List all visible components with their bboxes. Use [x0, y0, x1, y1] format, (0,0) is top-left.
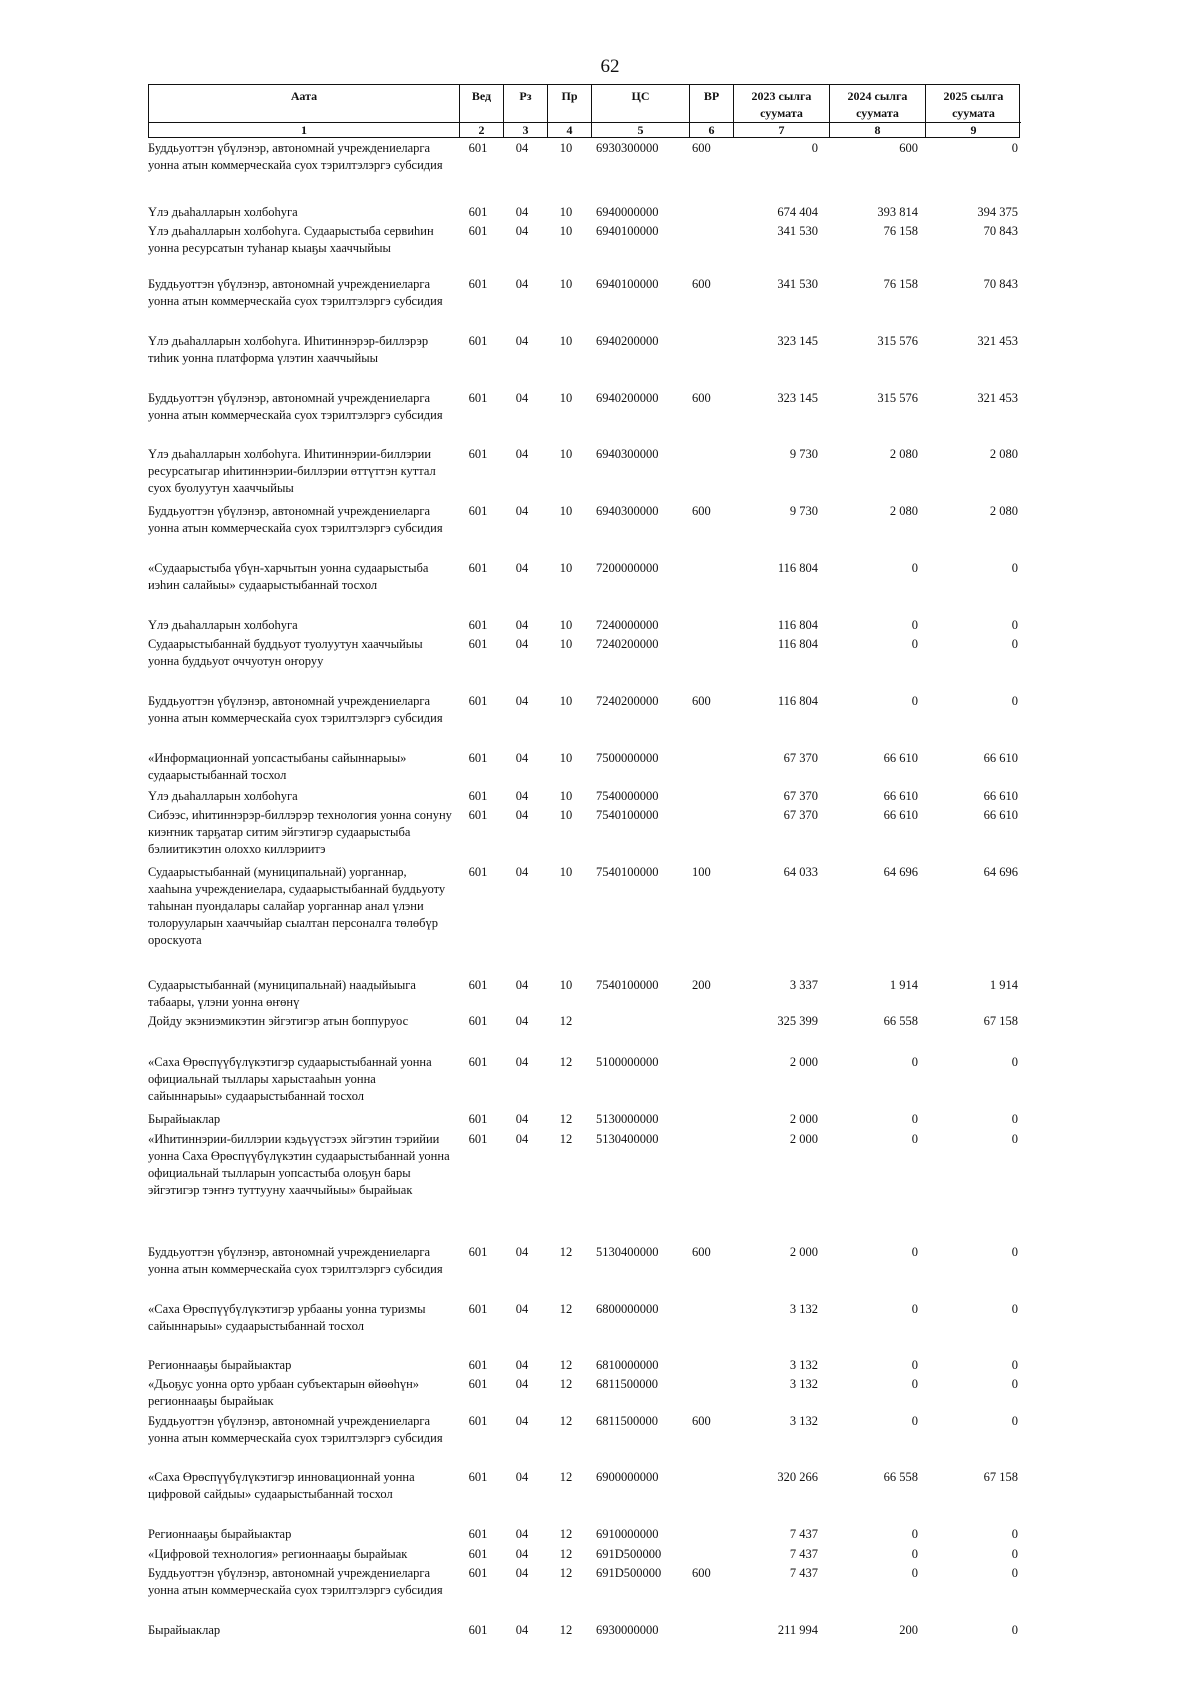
- cell-vr: 600: [692, 141, 711, 155]
- cell-name: «Судаарыстыба үбүн-харчытын уонна судаарыстыба иэһин салайыы» судаарыстыбаннай тосхол: [148, 561, 429, 592]
- cell-ved: 601: [468, 1470, 488, 1484]
- cell-pr: 10: [559, 391, 573, 405]
- cell-cs: 6811500000: [596, 1377, 659, 1391]
- cell-y2: 0: [911, 561, 918, 575]
- cell-pr: 12: [559, 1055, 573, 1069]
- cell-y1: 3 337: [789, 978, 818, 992]
- cell-rz: 04: [515, 224, 529, 238]
- cell-cs: 7540100000: [596, 808, 659, 822]
- cell-cs: 6940300000: [596, 504, 659, 518]
- cell-y1: 7 437: [789, 1547, 818, 1561]
- cell-y2: 0: [911, 1302, 918, 1316]
- cell-cs: 691D500000: [596, 1547, 662, 1561]
- cell-y2: 1 914: [889, 978, 918, 992]
- cell-name: Судаарыстыбаннай (муниципальнай) наадыйыыга табаары, үлэни уонна өҥөнү: [148, 978, 416, 1009]
- cell-y3: 66 610: [983, 789, 1018, 803]
- cell-cs: 7540100000: [596, 865, 659, 879]
- cell-y1: 341 530: [777, 277, 818, 291]
- page-number: 62: [600, 56, 620, 77]
- cell-y2: 393 814: [877, 205, 918, 219]
- cell-rz: 04: [515, 1055, 529, 1069]
- cell-y2: 2 080: [889, 447, 918, 461]
- cell-pr: 12: [559, 1377, 573, 1391]
- header-col-2025: [925, 85, 1021, 137]
- cell-name: Үлэ дьаһалларын холбоһуга. Иһитиннэрии-биллэрии ресурсатыгар иһитиннэрии-биллэрии өттүттэн куттал суох буолуутун хааччыйыы: [148, 447, 436, 495]
- cell-y1: 64 033: [783, 865, 818, 879]
- cell-cs: 7240200000: [596, 694, 659, 708]
- cell-y2: 0: [911, 1358, 918, 1372]
- cell-ved: 601: [468, 1547, 488, 1561]
- header-label: Рз: [519, 89, 532, 103]
- cell-rz: 04: [515, 618, 529, 632]
- cell-y1: 9 730: [789, 447, 818, 461]
- cell-y1: 2 000: [789, 1055, 818, 1069]
- cell-cs: 7540000000: [596, 789, 659, 803]
- cell-y3: 394 375: [977, 205, 1018, 219]
- cell-pr: 10: [559, 808, 573, 822]
- cell-y2: 0: [911, 1132, 918, 1146]
- cell-y3: 0: [1011, 694, 1018, 708]
- cell-name: Буддьуоттэн үбүлэнэр, автономнай учреждениеларга уонна атын коммерческайа суох тэрилтэлэргэ субсидия: [148, 1414, 443, 1445]
- cell-rz: 04: [515, 1527, 529, 1541]
- cell-y2: 600: [899, 141, 918, 155]
- cell-pr: 12: [559, 1566, 573, 1580]
- cell-y3: 2 080: [989, 447, 1018, 461]
- cell-cs: 7200000000: [596, 561, 659, 575]
- cell-rz: 04: [515, 1414, 529, 1428]
- cell-ved: 601: [468, 447, 488, 461]
- header-label: 2025 сылга суумата: [943, 89, 1004, 120]
- cell-y2: 0: [911, 1414, 918, 1428]
- cell-ved: 601: [468, 1623, 488, 1637]
- cell-pr: 12: [559, 1527, 573, 1541]
- cell-rz: 04: [515, 808, 529, 822]
- cell-cs: 5130400000: [596, 1132, 659, 1146]
- cell-pr: 10: [559, 205, 573, 219]
- cell-name: «Цифровой технология» регионнааҕы бырайыак: [148, 1547, 408, 1561]
- cell-vr: 600: [692, 1245, 711, 1259]
- cell-pr: 10: [559, 504, 573, 518]
- cell-y2: 315 576: [877, 391, 918, 405]
- header-num: 5: [592, 122, 689, 137]
- cell-vr: 600: [692, 277, 711, 291]
- cell-y1: 674 404: [777, 205, 818, 219]
- cell-cs: 5130000000: [596, 1112, 659, 1126]
- cell-y2: 64 696: [883, 865, 918, 879]
- cell-y2: 0: [911, 1377, 918, 1391]
- cell-rz: 04: [515, 447, 529, 461]
- cell-y3: 0: [1011, 1132, 1018, 1146]
- cell-rz: 04: [515, 205, 529, 219]
- cell-y1: 2 000: [789, 1132, 818, 1146]
- cell-cs: 5130400000: [596, 1245, 659, 1259]
- cell-y3: 0: [1011, 141, 1018, 155]
- cell-pr: 12: [559, 1302, 573, 1316]
- cell-ved: 601: [468, 1055, 488, 1069]
- cell-name: «Саха Өрөспүүбүлүкэтигэр судаарыстыбаннай уонна официальнай тыллары харыстааһын уонна сайыннарыы» судаарыстыбаннай тосхол: [148, 1055, 432, 1103]
- cell-name: Үлэ дьаһалларын холбоһуга: [148, 789, 298, 803]
- cell-y1: 3 132: [789, 1358, 818, 1372]
- cell-cs: 6940000000: [596, 205, 659, 219]
- header-num: 1: [149, 122, 459, 137]
- cell-ved: 601: [468, 1014, 488, 1028]
- cell-rz: 04: [515, 1566, 529, 1580]
- header-col-2023: [733, 85, 829, 137]
- cell-pr: 10: [559, 561, 573, 575]
- cell-y3: 0: [1011, 1245, 1018, 1259]
- cell-pr: 12: [559, 1014, 573, 1028]
- header-label: Вед: [471, 89, 492, 103]
- cell-pr: 10: [559, 277, 573, 291]
- header-label: Аата: [290, 89, 318, 103]
- cell-vr: 600: [692, 391, 711, 405]
- cell-y3: 70 843: [983, 277, 1018, 291]
- cell-pr: 10: [559, 694, 573, 708]
- cell-rz: 04: [515, 277, 529, 291]
- cell-y2: 200: [899, 1623, 918, 1637]
- cell-name: Үлэ дьаһалларын холбоһуга: [148, 205, 298, 219]
- header-col-cs: [591, 85, 689, 137]
- cell-name: «Саха Өрөспүүбүлүкэтигэр урбааны уонна туризмы сайыннарыы» судаарыстыбаннай тосхол: [148, 1302, 426, 1333]
- cell-y3: 0: [1011, 1377, 1018, 1391]
- cell-ved: 601: [468, 694, 488, 708]
- cell-y2: 0: [911, 694, 918, 708]
- cell-y3: 1 914: [989, 978, 1018, 992]
- cell-name: Буддьуоттэн үбүлэнэр, автономнай учреждениеларга уонна атын коммерческайа суох тэрилтэлэргэ субсидия: [148, 694, 443, 725]
- cell-rz: 04: [515, 334, 529, 348]
- cell-y3: 0: [1011, 1358, 1018, 1372]
- cell-y3: 66 610: [983, 751, 1018, 765]
- cell-rz: 04: [515, 1112, 529, 1126]
- cell-pr: 12: [559, 1623, 573, 1637]
- cell-y3: 0: [1011, 1527, 1018, 1541]
- cell-ved: 601: [468, 205, 488, 219]
- cell-ved: 601: [468, 1132, 488, 1146]
- cell-y1: 2 000: [789, 1112, 818, 1126]
- cell-y2: 66 558: [883, 1014, 918, 1028]
- cell-pr: 10: [559, 789, 573, 803]
- cell-ved: 601: [468, 1112, 488, 1126]
- cell-pr: 12: [559, 1245, 573, 1259]
- cell-y2: 315 576: [877, 334, 918, 348]
- cell-pr: 10: [559, 637, 573, 651]
- cell-y1: 67 370: [783, 751, 818, 765]
- table-header: [148, 84, 1020, 138]
- cell-y1: 2 000: [789, 1245, 818, 1259]
- cell-cs: 6910000000: [596, 1527, 659, 1541]
- cell-y3: 66 610: [983, 808, 1018, 822]
- cell-rz: 04: [515, 1132, 529, 1146]
- cell-y3: 0: [1011, 1414, 1018, 1428]
- header-col-2024: [829, 85, 925, 137]
- cell-ved: 601: [468, 618, 488, 632]
- cell-ved: 601: [468, 1377, 488, 1391]
- cell-y1: 116 804: [777, 694, 818, 708]
- cell-name: Сибээс, иһитиннэрэр-биллэрэр технология уонна сонуну киэҥник тарҕатар ситим эйгэтигэр судаарыстыба бэлиитикэтин олоххо киллэриитэ: [148, 808, 452, 856]
- cell-y3: 64 696: [983, 865, 1018, 879]
- header-num: 2: [460, 122, 503, 137]
- cell-y2: 0: [911, 1547, 918, 1561]
- cell-y1: 320 266: [777, 1470, 818, 1484]
- cell-y2: 76 158: [883, 224, 918, 238]
- header-num: 8: [830, 122, 925, 137]
- cell-ved: 601: [468, 637, 488, 651]
- cell-name: «Дьоҕус уонна орто урбаан субъектарын өйөөһүн» регионнааҕы бырайыак: [148, 1377, 420, 1408]
- cell-pr: 10: [559, 978, 573, 992]
- cell-vr: 100: [692, 865, 711, 879]
- cell-y2: 66 610: [883, 751, 918, 765]
- cell-y1: 3 132: [789, 1377, 818, 1391]
- cell-cs: 6940200000: [596, 334, 659, 348]
- cell-cs: 6940200000: [596, 391, 659, 405]
- cell-y3: 0: [1011, 561, 1018, 575]
- cell-pr: 10: [559, 224, 573, 238]
- cell-y2: 66 558: [883, 1470, 918, 1484]
- cell-ved: 601: [468, 561, 488, 575]
- cell-name: Судаарыстыбаннай буддьуот туолуутун хааччыйыы уонна буддьуот оччуотун оҥоруу: [148, 637, 423, 668]
- header-col-vr: [689, 85, 733, 137]
- cell-ved: 601: [468, 334, 488, 348]
- cell-name: «Саха Өрөспүүбүлүкэтигэр инновационнай уонна цифровой сайдыы» судаарыстыбаннай тосхол: [148, 1470, 415, 1501]
- header-num: 9: [926, 122, 1021, 137]
- cell-rz: 04: [515, 1377, 529, 1391]
- cell-ved: 601: [468, 391, 488, 405]
- cell-y1: 3 132: [789, 1414, 818, 1428]
- cell-name: Буддьуоттэн үбүлэнэр, автономнай учреждениеларга уонна атын коммерческайа суох тэрилтэлэргэ субсидия: [148, 141, 443, 172]
- cell-y1: 3 132: [789, 1302, 818, 1316]
- cell-y2: 66 610: [883, 789, 918, 803]
- cell-y2: 0: [911, 637, 918, 651]
- cell-rz: 04: [515, 1547, 529, 1561]
- cell-y1: 116 804: [777, 561, 818, 575]
- header-num: 6: [690, 122, 733, 137]
- cell-y3: 67 158: [983, 1470, 1018, 1484]
- cell-y1: 211 994: [777, 1623, 818, 1637]
- cell-name: Буддьуоттэн үбүлэнэр, автономнай учреждениеларга уонна атын коммерческайа суох тэрилтэлэргэ субсидия: [148, 1566, 443, 1597]
- cell-rz: 04: [515, 1014, 529, 1028]
- header-num: 3: [504, 122, 547, 137]
- cell-y2: 0: [911, 618, 918, 632]
- cell-y2: 66 610: [883, 808, 918, 822]
- cell-cs: 5100000000: [596, 1055, 659, 1069]
- cell-y1: 323 145: [777, 391, 818, 405]
- cell-name: Бырайыаклар: [148, 1623, 221, 1637]
- header-col-rz: [503, 85, 547, 137]
- cell-ved: 601: [468, 1245, 488, 1259]
- cell-y2: 0: [911, 1055, 918, 1069]
- cell-ved: 601: [468, 1566, 488, 1580]
- cell-name: Регионнааҕы бырайыактар: [148, 1358, 292, 1372]
- cell-pr: 10: [559, 447, 573, 461]
- cell-ved: 601: [468, 978, 488, 992]
- cell-ved: 601: [468, 224, 488, 238]
- cell-pr: 12: [559, 1547, 573, 1561]
- cell-vr: 200: [692, 978, 711, 992]
- cell-name: Үлэ дьаһалларын холбоһуга: [148, 618, 298, 632]
- cell-cs: 6940100000: [596, 224, 659, 238]
- cell-rz: 04: [515, 1245, 529, 1259]
- cell-y2: 0: [911, 1566, 918, 1580]
- cell-ved: 601: [468, 865, 488, 879]
- cell-cs: 7500000000: [596, 751, 659, 765]
- cell-cs: 6940100000: [596, 277, 659, 291]
- cell-y1: 0: [811, 141, 818, 155]
- cell-ved: 601: [468, 789, 488, 803]
- cell-pr: 10: [559, 334, 573, 348]
- cell-cs: 6940300000: [596, 447, 659, 461]
- cell-name: Бырайыаклар: [148, 1112, 221, 1126]
- cell-name: Буддьуоттэн үбүлэнэр, автономнай учреждениеларга уонна атын коммерческайа суох тэрилтэлэргэ субсидия: [148, 277, 443, 308]
- header-label: Пр: [561, 89, 578, 103]
- cell-y3: 0: [1011, 1112, 1018, 1126]
- cell-ved: 601: [468, 141, 488, 155]
- cell-cs: 6930300000: [596, 141, 659, 155]
- header-num: 4: [548, 122, 591, 137]
- cell-rz: 04: [515, 504, 529, 518]
- cell-y1: 67 370: [783, 789, 818, 803]
- cell-rz: 04: [515, 865, 529, 879]
- cell-vr: 600: [692, 504, 711, 518]
- cell-rz: 04: [515, 789, 529, 803]
- cell-name: Дойду экэниэмикэтин эйгэтигэр атын боппуруос: [148, 1014, 409, 1028]
- cell-y3: 0: [1011, 1566, 1018, 1580]
- cell-y3: 0: [1011, 637, 1018, 651]
- cell-vr: 600: [692, 1414, 711, 1428]
- cell-name: Судаарыстыбаннай (муниципальнай) уорганнар, хааһына учреждениелара, судаарыстыбаннай буддьуоту таһынан пуондалары салайар уорганнар анал үлэни толорууларын хааччыйар сыалтан персоналга төлөбүр ороскуота: [148, 865, 446, 947]
- cell-name: Үлэ дьаһалларын холбоһуга. Иһитиннэрэр-биллэрэр тиһик уонна платформа үлэтин хааччыйыы: [148, 334, 429, 365]
- cell-rz: 04: [515, 1623, 529, 1637]
- cell-cs: 7240200000: [596, 637, 659, 651]
- cell-y3: 0: [1011, 1302, 1018, 1316]
- cell-cs: 6811500000: [596, 1414, 659, 1428]
- header-label: 2024 сылга суумата: [847, 89, 908, 120]
- cell-ved: 601: [468, 1527, 488, 1541]
- cell-y1: 7 437: [789, 1527, 818, 1541]
- cell-vr: 600: [692, 1566, 711, 1580]
- cell-y3: 0: [1011, 1055, 1018, 1069]
- cell-cs: 6800000000: [596, 1302, 659, 1316]
- cell-name: Буддьуоттэн үбүлэнэр, автономнай учреждениеларга уонна атын коммерческайа суох тэрилтэлэргэ субсидия: [148, 391, 443, 422]
- cell-ved: 601: [468, 1302, 488, 1316]
- header-label: ВР: [703, 89, 720, 103]
- cell-name: Буддьуоттэн үбүлэнэр, автономнай учреждениеларга уонна атын коммерческайа суох тэрилтэлэргэ субсидия: [148, 504, 443, 535]
- header-col-ved: [459, 85, 503, 137]
- cell-ved: 601: [468, 1414, 488, 1428]
- header-label: 2023 сылга суумата: [751, 89, 812, 120]
- cell-y1: 325 399: [777, 1014, 818, 1028]
- cell-ved: 601: [468, 1358, 488, 1372]
- cell-rz: 04: [515, 978, 529, 992]
- cell-pr: 10: [559, 141, 573, 155]
- cell-y2: 2 080: [889, 504, 918, 518]
- header-num: 7: [734, 122, 829, 137]
- cell-pr: 12: [559, 1358, 573, 1372]
- cell-pr: 12: [559, 1414, 573, 1428]
- cell-rz: 04: [515, 637, 529, 651]
- cell-y1: 7 437: [789, 1566, 818, 1580]
- cell-rz: 04: [515, 694, 529, 708]
- cell-y1: 116 804: [777, 637, 818, 651]
- cell-y2: 0: [911, 1245, 918, 1259]
- cell-y1: 323 145: [777, 334, 818, 348]
- cell-y1: 9 730: [789, 504, 818, 518]
- cell-pr: 10: [559, 751, 573, 765]
- header-col-name: [149, 85, 459, 137]
- cell-rz: 04: [515, 1358, 529, 1372]
- cell-y3: 0: [1011, 1547, 1018, 1561]
- cell-y3: 321 453: [977, 391, 1018, 405]
- cell-pr: 10: [559, 618, 573, 632]
- cell-y2: 0: [911, 1112, 918, 1126]
- cell-rz: 04: [515, 1470, 529, 1484]
- cell-rz: 04: [515, 1302, 529, 1316]
- cell-y3: 321 453: [977, 334, 1018, 348]
- cell-y2: 0: [911, 1527, 918, 1541]
- cell-cs: 7240000000: [596, 618, 659, 632]
- cell-cs: 6930000000: [596, 1623, 659, 1637]
- cell-y1: 341 530: [777, 224, 818, 238]
- cell-pr: 12: [559, 1132, 573, 1146]
- cell-name: «Информационнай уопсастыбаны сайыннарыы» судаарыстыбаннай тосхол: [148, 751, 407, 782]
- header-col-pr: [547, 85, 591, 137]
- cell-cs: 691D500000: [596, 1566, 662, 1580]
- cell-y1: 116 804: [777, 618, 818, 632]
- cell-ved: 601: [468, 808, 488, 822]
- cell-cs: 7540100000: [596, 978, 659, 992]
- cell-cs: 6810000000: [596, 1358, 659, 1372]
- cell-ved: 601: [468, 504, 488, 518]
- cell-pr: 12: [559, 1470, 573, 1484]
- cell-ved: 601: [468, 277, 488, 291]
- cell-y3: 67 158: [983, 1014, 1018, 1028]
- cell-vr: 600: [692, 694, 711, 708]
- cell-y1: 67 370: [783, 808, 818, 822]
- cell-rz: 04: [515, 141, 529, 155]
- cell-name: Үлэ дьаһалларын холбоһуга. Судаарыстыба сервиһин уонна ресурсатын туһанар кыаҕы хааччыйыы: [148, 224, 434, 255]
- cell-y3: 0: [1011, 618, 1018, 632]
- cell-rz: 04: [515, 751, 529, 765]
- cell-name: Регионнааҕы бырайыактар: [148, 1527, 292, 1541]
- cell-name: Буддьуоттэн үбүлэнэр, автономнай учреждениеларга уонна атын коммерческайа суох тэрилтэлэргэ субсидия: [148, 1245, 443, 1276]
- cell-ved: 601: [468, 751, 488, 765]
- cell-y3: 0: [1011, 1623, 1018, 1637]
- cell-pr: 12: [559, 1112, 573, 1126]
- cell-rz: 04: [515, 561, 529, 575]
- cell-pr: 10: [559, 865, 573, 879]
- cell-cs: 6900000000: [596, 1470, 659, 1484]
- cell-y3: 70 843: [983, 224, 1018, 238]
- cell-y3: 2 080: [989, 504, 1018, 518]
- cell-name: «Иһитиннэрии-биллэрии кэдьүүстээх эйгэтин тэрийии уонна Саха Өрөспүүбүлүкэтин судаарыстыбаннай уонна официальнай тылларын уопсастыба олоҕун бары эйгэтигэр тэҥҥэ туттууну хааччыйыы» бырайыак: [148, 1132, 450, 1197]
- cell-rz: 04: [515, 391, 529, 405]
- header-label: ЦС: [631, 89, 650, 103]
- cell-y2: 76 158: [883, 277, 918, 291]
